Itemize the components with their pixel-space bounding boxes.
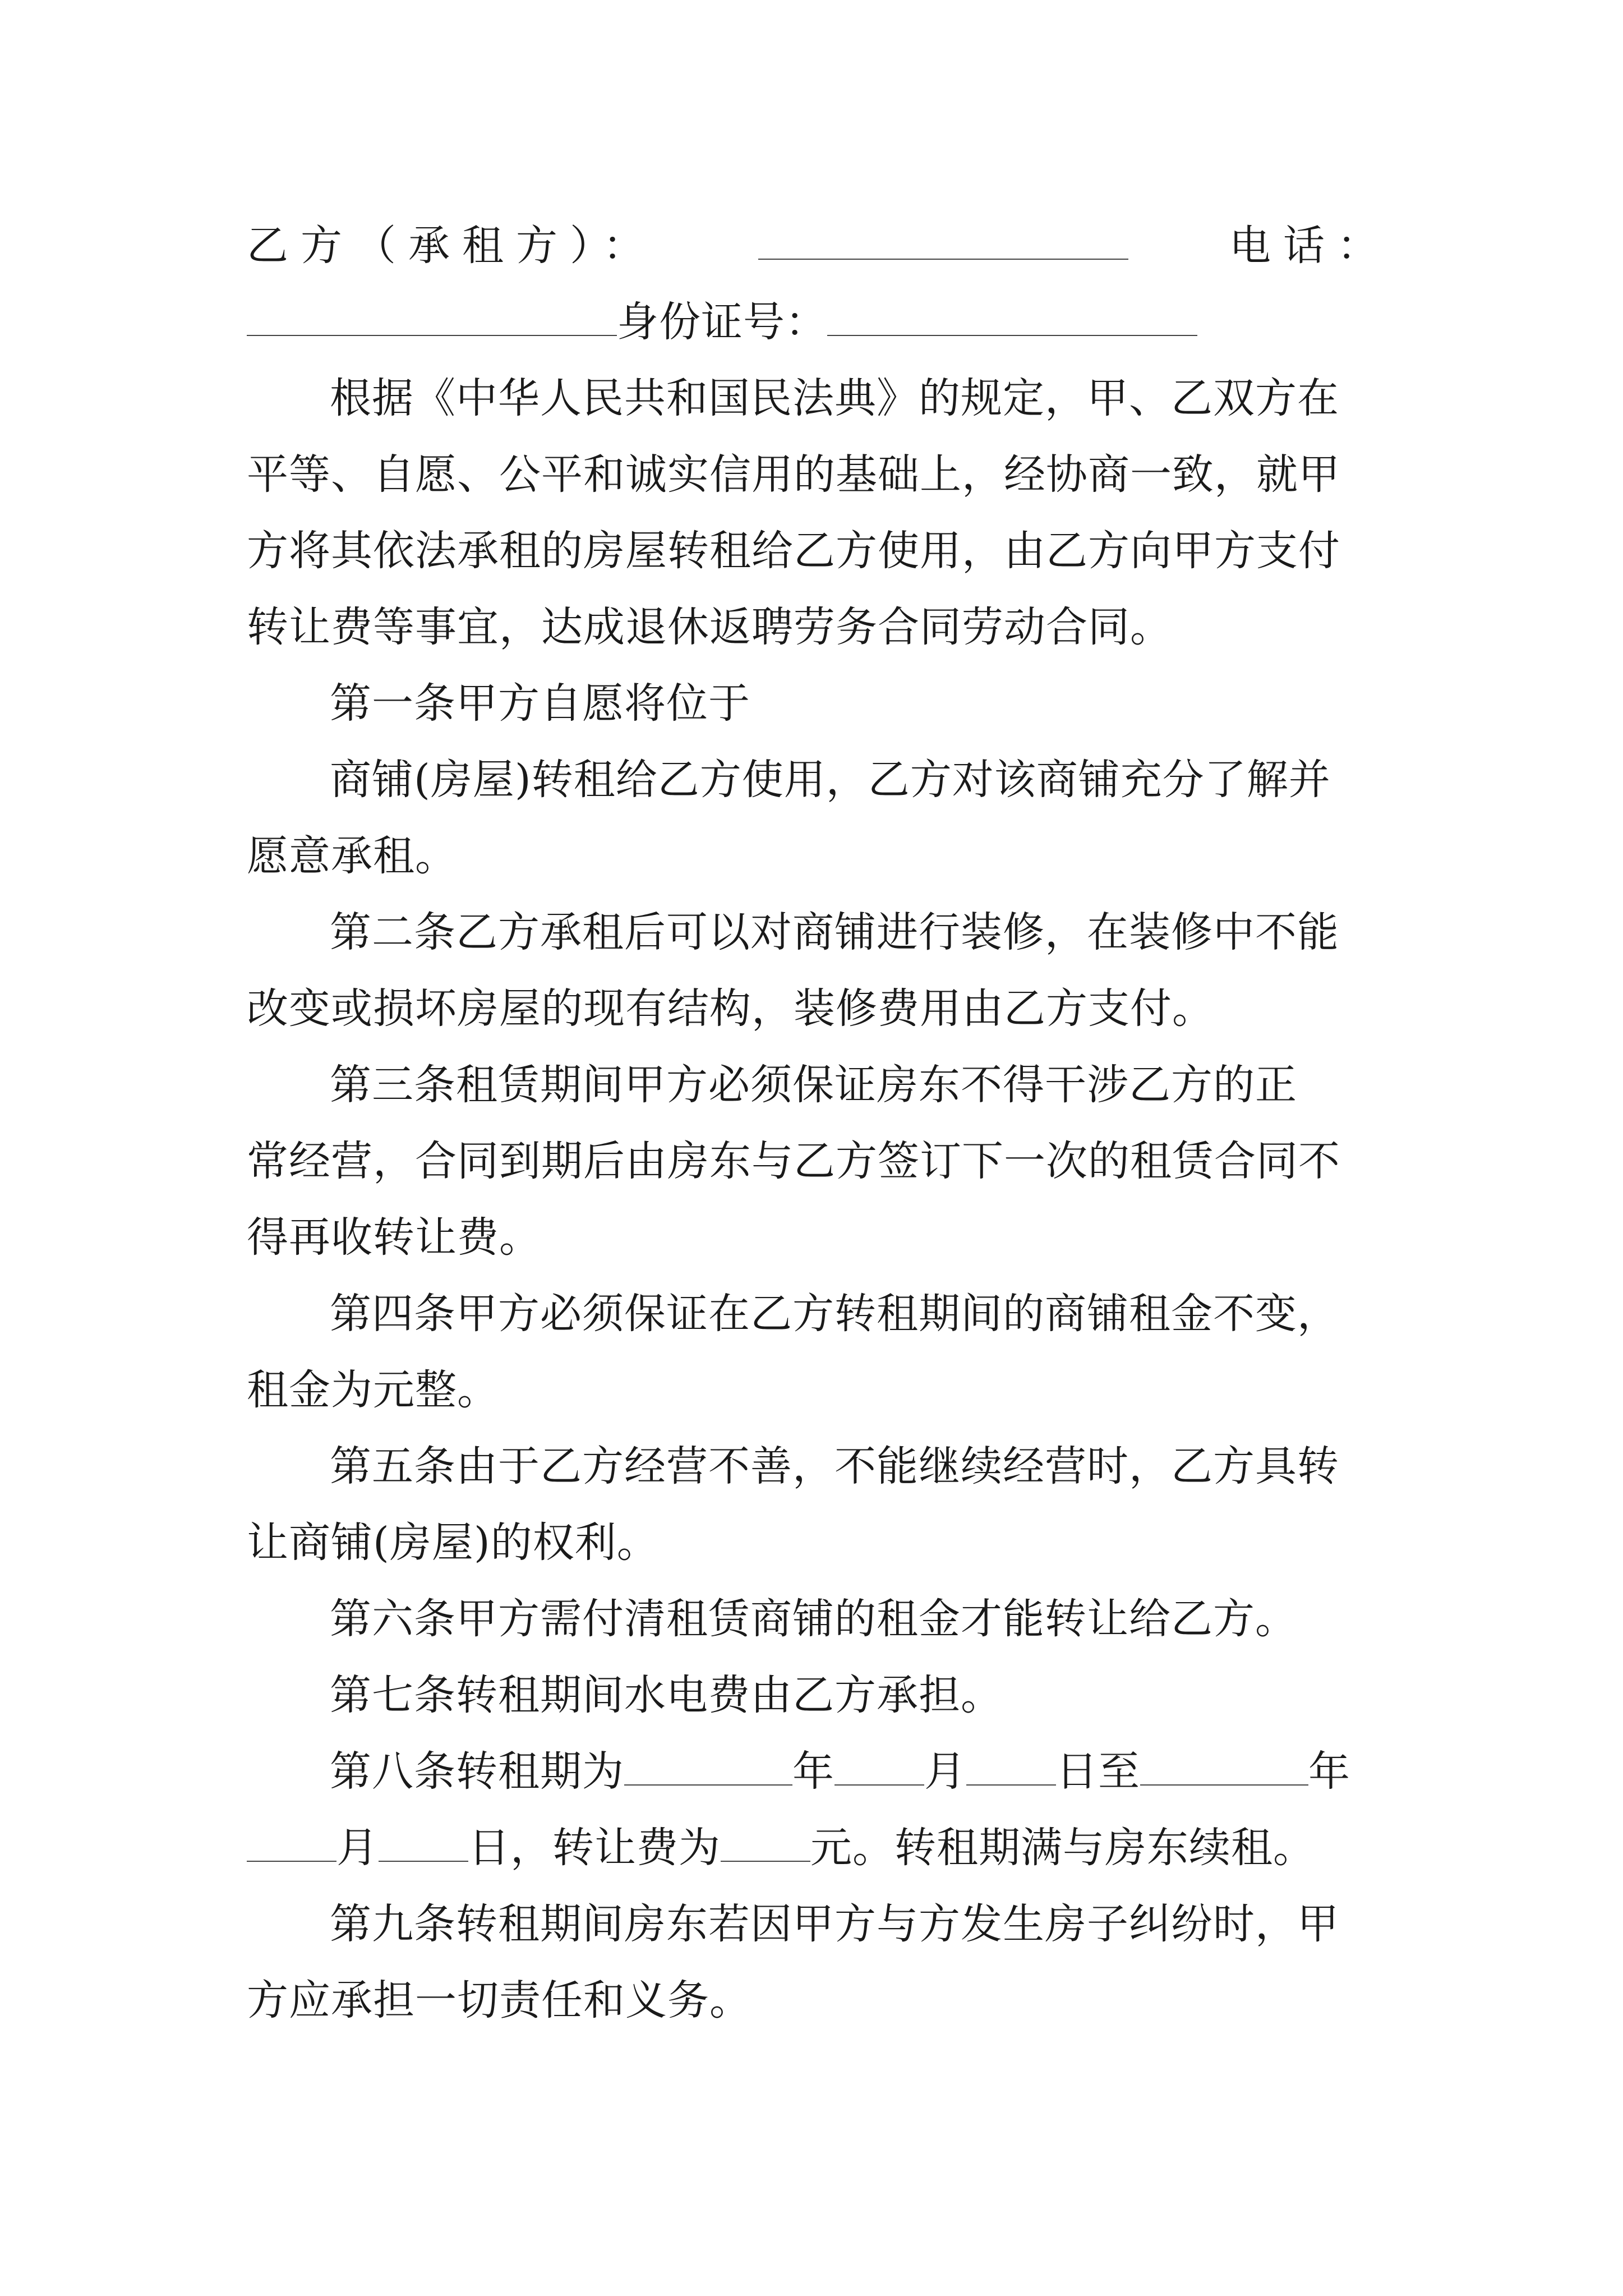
article-8-line-2 (247, 1810, 1391, 1886)
paragraph (247, 1428, 1391, 1581)
contract-body (247, 360, 1391, 1733)
paragraph-line: 第一条甲方自愿将位于 (330, 679, 750, 728)
contract-page (247, 208, 1391, 2039)
party-b-label: 乙方（承租方）： (247, 222, 657, 270)
end-year-blank (1140, 1747, 1308, 1786)
paragraph-line: 得再收转让费。 (247, 1213, 541, 1262)
paragraph-line: 商铺(房屋)转租给乙方使用，乙方对该商铺充分了解并 (330, 756, 1331, 804)
month-label: 月 (924, 1747, 966, 1796)
paragraph (247, 1657, 1391, 1733)
paragraph-line: 转让费等事宜，达成退休返聘劳务合同劳动合同。 (247, 603, 1172, 651)
id-number-blank (827, 298, 1197, 336)
paragraph-line: 愿意承租。 (247, 832, 457, 880)
paragraph (247, 360, 1391, 665)
paragraph-line: 第三条租赁期间甲方必须保证房东不得干涉乙方的正 (330, 1061, 1297, 1109)
paragraph-line: 常经营，合同到期后由房东与乙方签订下一次的租赁合同不 (247, 1137, 1340, 1185)
paragraph (247, 665, 1391, 742)
paragraph-line: 方将其依法承租的房屋转租给乙方使用，由乙方向甲方支付 (247, 527, 1340, 575)
party-b-line (247, 208, 1391, 284)
transfer-fee-label: 日，转让费为 (468, 1824, 721, 1872)
paragraph-line: 第五条由于乙方经营不善，不能继续经营时，乙方具转 (330, 1442, 1339, 1490)
transfer-fee-blank (721, 1824, 810, 1862)
paragraph-line: 租金为元整。 (247, 1366, 499, 1414)
paragraph-line: 第四条甲方必须保证在乙方转租期间的商铺租金不变， (330, 1290, 1339, 1338)
paragraph-line: 第二条乙方承租后可以对商铺进行装修，在装修中不能 (330, 908, 1339, 956)
article-9 (247, 1886, 1391, 2039)
article-8-line-1 (247, 1733, 1391, 1810)
day-to-label: 日至 (1056, 1747, 1140, 1796)
end-year-label: 年 (1308, 1747, 1350, 1796)
phone-blank (247, 298, 617, 336)
paragraph-line: 平等、自愿、公平和诚实信用的基础上，经协商一致，就甲 (247, 450, 1340, 499)
paragraph (247, 1047, 1391, 1276)
paragraph (247, 1276, 1391, 1428)
yuan-label: 元。转租期满与房东续租。 (810, 1824, 1315, 1872)
article-8 (247, 1733, 1391, 1886)
party-b-name-blank (758, 222, 1128, 260)
paragraph-line: 第六条甲方需付清租赁商铺的租金才能转让给乙方。 (330, 1595, 1297, 1643)
paragraph-line: 让商铺(房屋)的权利。 (247, 1519, 659, 1567)
article-9-line-2: 方应承担一切责任和义务。 (247, 1976, 751, 2024)
start-day-blank (966, 1747, 1056, 1786)
article-8-prefix: 第八条转租期为 (330, 1747, 624, 1796)
article-9-line-1: 第九条转租期间房东若因甲方与方发生房子纠纷时，甲 (330, 1900, 1339, 1948)
paragraph-line: 根据《中华人民共和国民法典》的规定，甲、乙双方在 (330, 374, 1339, 422)
paragraph (247, 1581, 1391, 1657)
start-month-blank (834, 1747, 924, 1786)
end-month-label: 月 (336, 1824, 379, 1872)
end-day-blank (379, 1824, 468, 1862)
paragraph (247, 742, 1391, 894)
paragraph (247, 894, 1391, 1047)
id-label: 身份证号： (617, 298, 827, 346)
id-line (247, 284, 1391, 360)
end-month-blank (247, 1824, 336, 1862)
paragraph-line: 第七条转租期间水电费由乙方承担。 (330, 1671, 1003, 1719)
paragraph-line: 改变或损坏房屋的现有结构，装修费用由乙方支付。 (247, 984, 1214, 1033)
start-year-blank (624, 1747, 792, 1786)
phone-label: 电话： (1229, 222, 1391, 270)
year-label: 年 (792, 1747, 834, 1796)
